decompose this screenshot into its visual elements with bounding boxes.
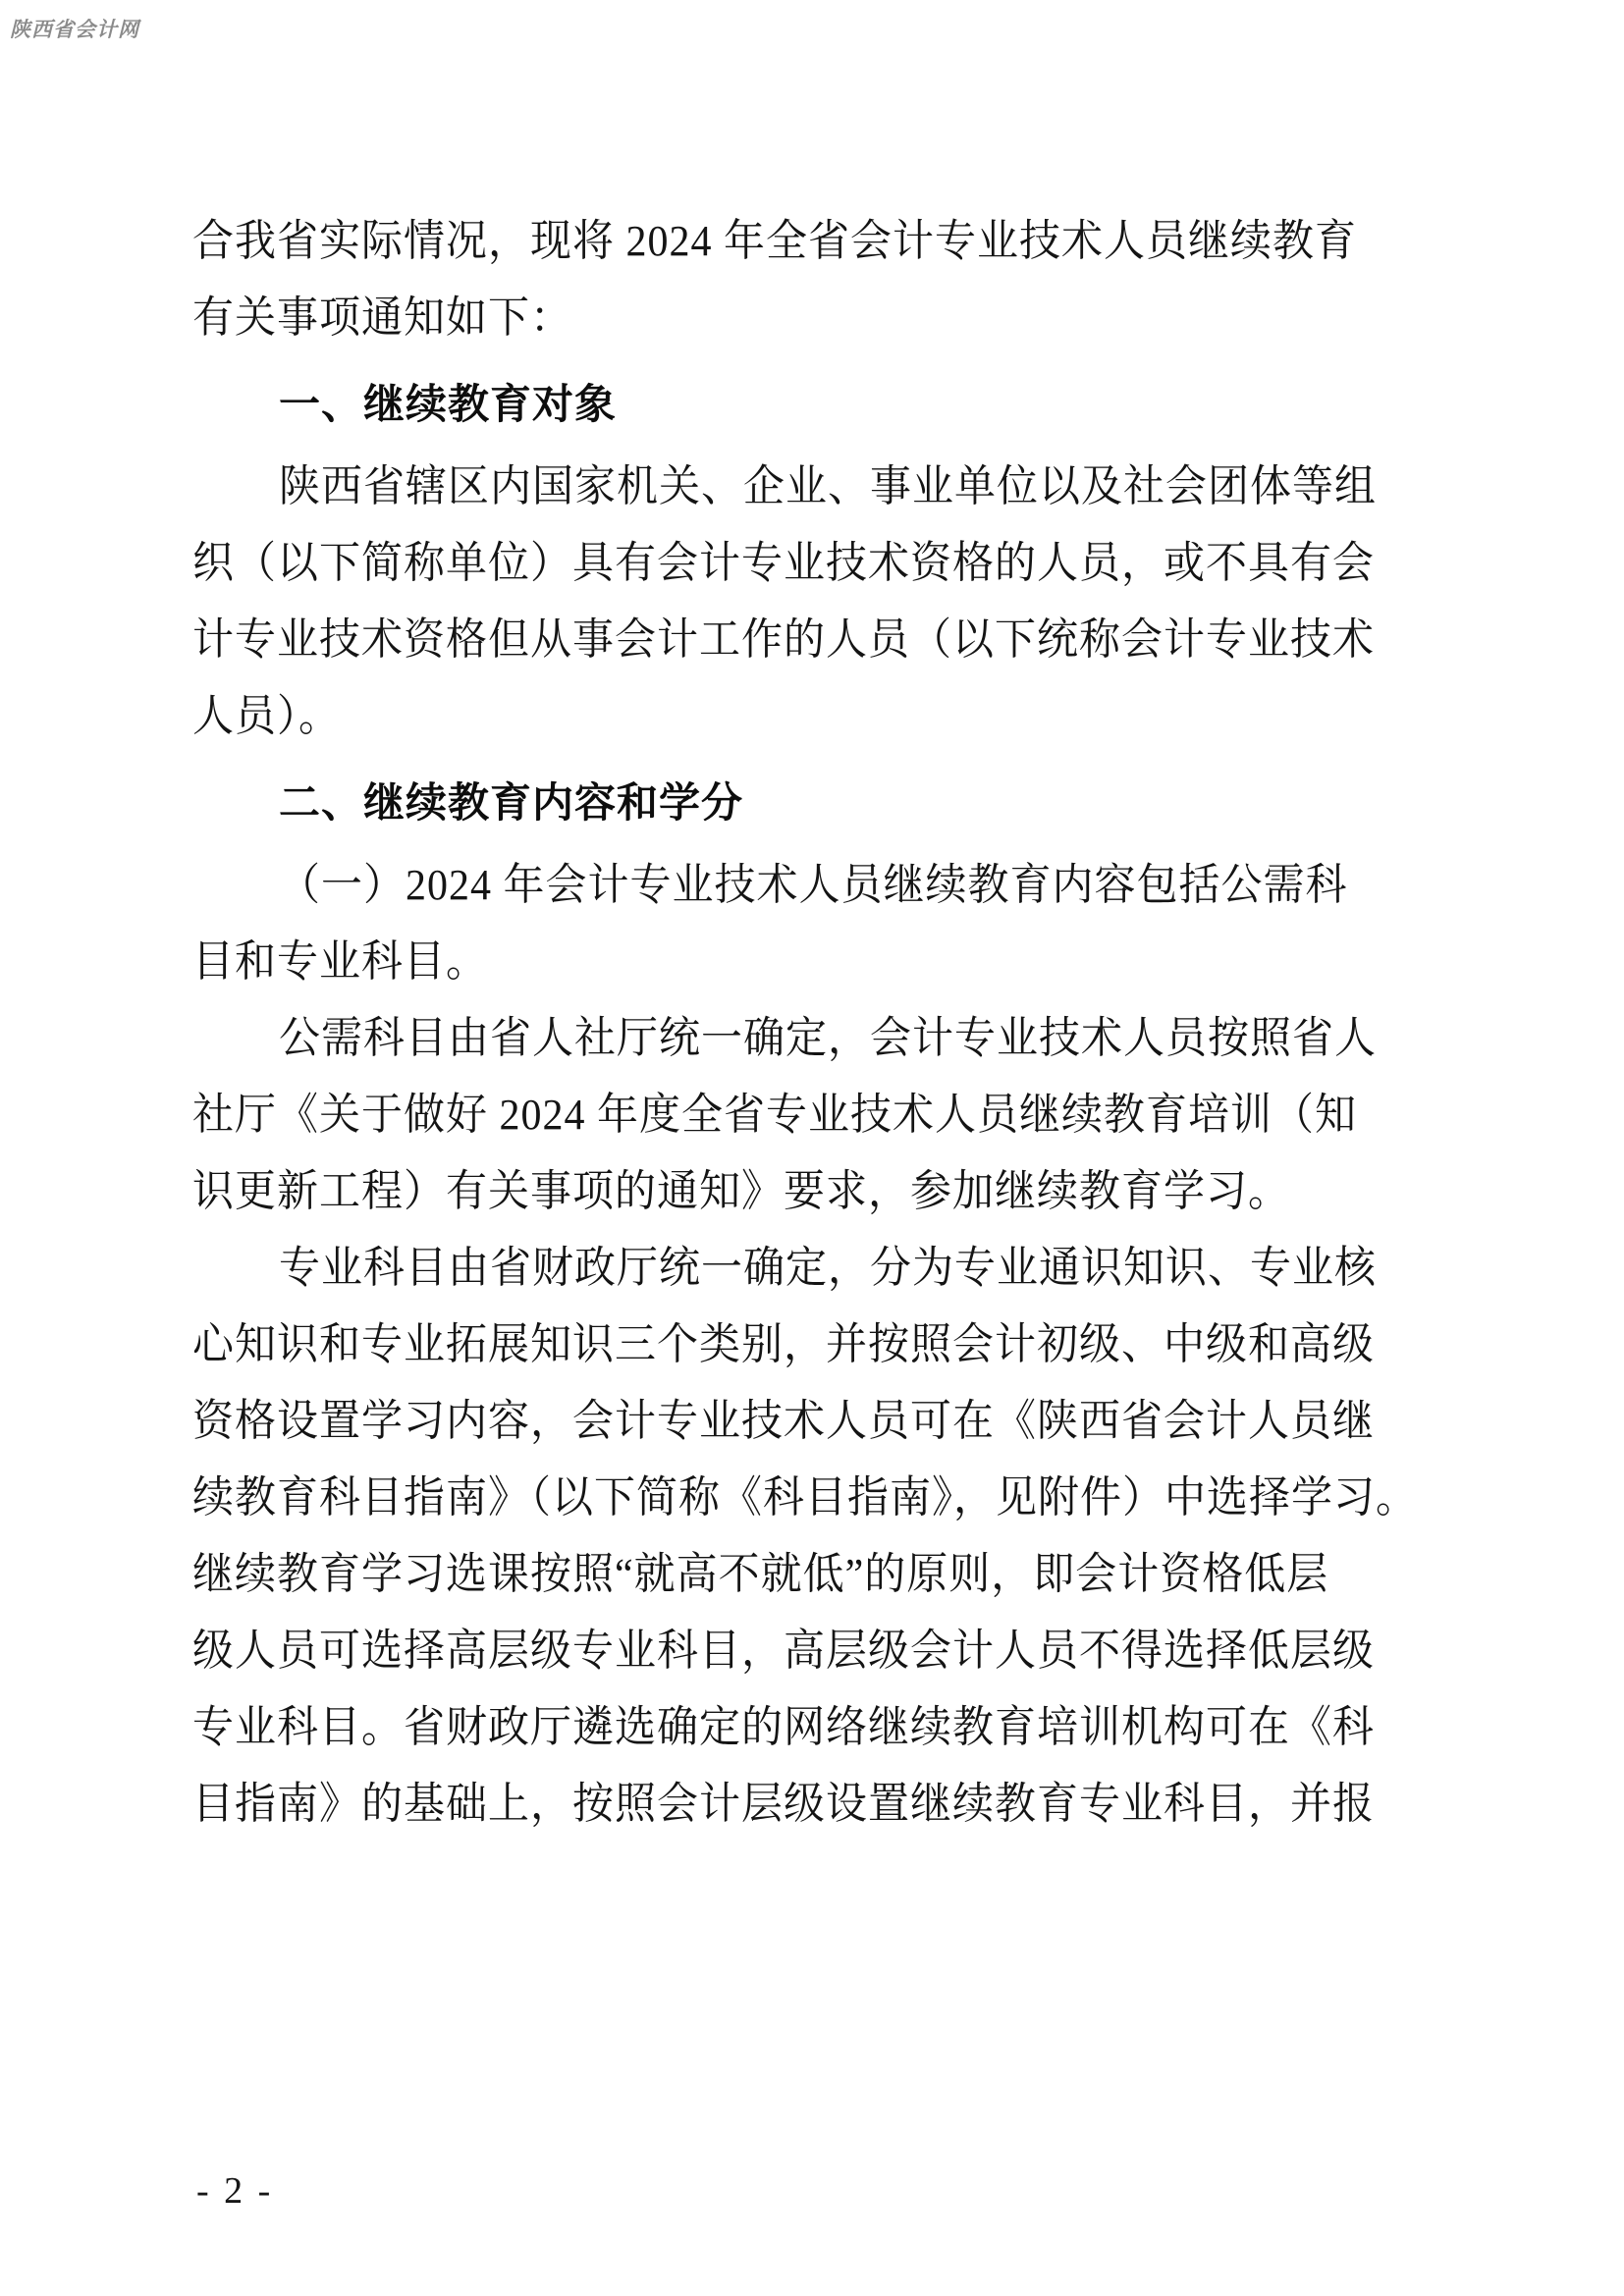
body-line: 社厅《关于做好 2024 年度全省专业技术人员继续教育培训（知 bbox=[192, 1091, 1358, 1140]
site-watermark: 陕西省会计网 bbox=[10, 18, 139, 41]
paragraph-professional-subjects bbox=[192, 1228, 1435, 1841]
section-heading-1: 一、继续教育对象 bbox=[279, 380, 618, 428]
body-line: 专业科目。省财政厅遴选确定的网络继续教育培训机构可在《科 bbox=[192, 1703, 1376, 1752]
body-line: 公需科目由省人社厅统一确定，会计专业技术人员按照省人 bbox=[279, 1014, 1378, 1063]
paragraph-content-and-credits bbox=[192, 845, 1435, 998]
page-number: - 2 - bbox=[196, 2170, 274, 2212]
body-line: 心知识和专业拓展知识三个类别，并按照会计初级、中级和高级 bbox=[192, 1320, 1376, 1369]
body-line: 目和专业科目。 bbox=[192, 937, 489, 987]
body-line: 续教育科目指南》（以下简称《科目指南》，见附件）中选择学习。 bbox=[192, 1473, 1419, 1522]
body-line: 织（以下简称单位）具有会计专业技术资格的人员，或不具有会 bbox=[192, 539, 1376, 588]
body-line: 专业科目由省财政厅统一确定，分为专业通识知识、专业核 bbox=[279, 1244, 1378, 1293]
body-line: 人员）。 bbox=[192, 692, 342, 741]
body-line: 资格设置学习内容，会计专业技术人员可在《陕西省会计人员继 bbox=[192, 1397, 1376, 1446]
section-heading-2: 二、继续教育内容和学分 bbox=[279, 778, 744, 827]
body-line: 识更新工程）有关事项的通知》要求，参加继续教育学习。 bbox=[192, 1167, 1291, 1216]
body-line: 计专业技术资格但从事会计工作的人员（以下统称会计专业技术 bbox=[192, 615, 1376, 665]
body-line: 陕西省辖区内国家机关、企业、事业单位以及社会团体等组 bbox=[279, 462, 1378, 511]
body-line: （一）2024 年会计专业技术人员继续教育内容包括公需科 bbox=[279, 861, 1348, 910]
body-line: 继续教育学习选课按照“就高不就低”的原则，即会计资格低层 bbox=[192, 1550, 1329, 1599]
body-line: 目指南》的基础上，按照会计层级设置继续教育专业科目，并报 bbox=[192, 1780, 1376, 1829]
paragraph-continuation bbox=[192, 201, 1435, 354]
body-line: 有关事项通知如下： bbox=[192, 294, 573, 343]
paragraph-education-targets bbox=[192, 447, 1435, 753]
page-footer bbox=[0, 2169, 1624, 2213]
body-line: 级人员可选择高层级专业科目，高层级会计人员不得选择低层级 bbox=[192, 1627, 1376, 1676]
paragraph-public-subjects bbox=[192, 998, 1435, 1228]
document-body bbox=[192, 201, 1435, 1841]
body-line: 合我省实际情况，现将 2024 年全省会计专业技术人员继续教育 bbox=[192, 217, 1358, 266]
